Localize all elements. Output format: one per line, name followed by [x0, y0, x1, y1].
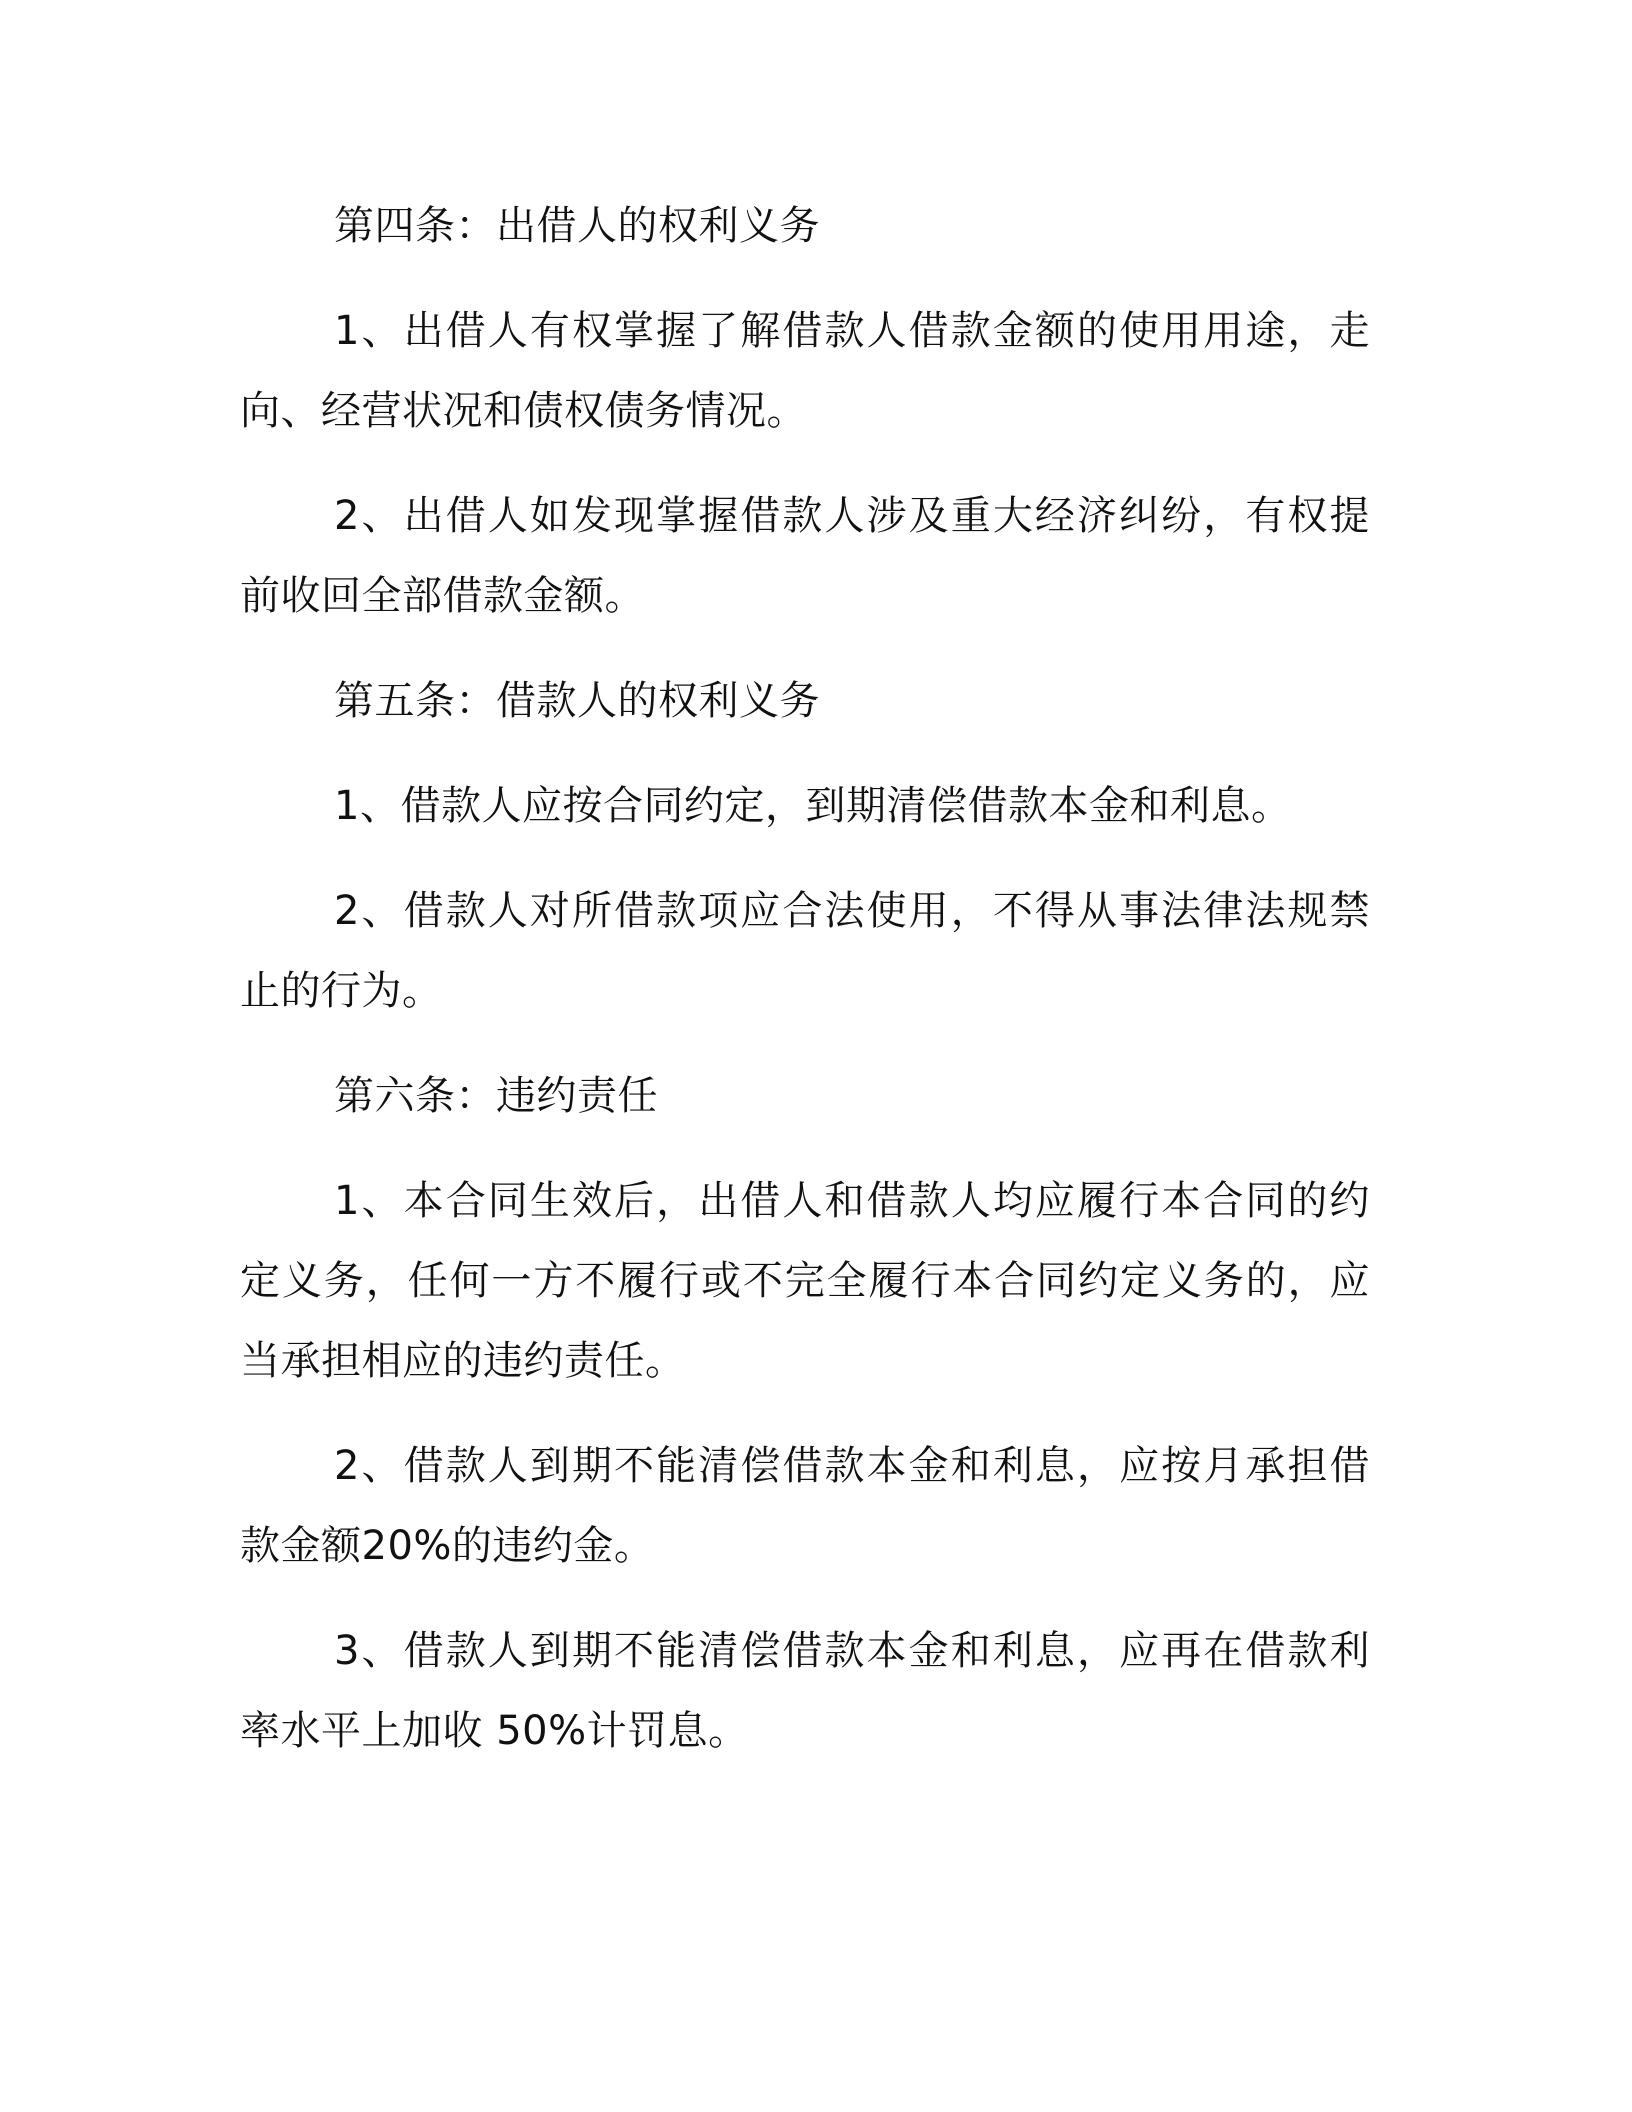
article-5-clause-1: 1、借款人应按合同约定，到期清偿借款本金和利息。	[334, 783, 1292, 829]
document-body	[240, 186, 1370, 1796]
article-6-clause-2: 2、借款人到期不能清偿借款本金和利息，应按月承担借款金额20%的违约金。	[240, 1443, 1370, 1569]
article-4-clause-2: 2、出借人如发现掌握借款人涉及重大经济纠纷，有权提前收回全部借款金额。	[240, 493, 1370, 619]
article-5-clause-2: 2、借款人对所借款项应合法使用，不得从事法律法规禁止的行为。	[240, 888, 1370, 1014]
article-6-clause-3: 3、借款人到期不能清偿借款本金和利息，应再在借款利率水平上加收 50%计罚息。	[240, 1628, 1370, 1754]
article-6-heading: 第六条：违约责任	[334, 1073, 658, 1119]
article-4-heading: 第四条：出借人的权利义务	[334, 203, 820, 249]
article-4-clause-1: 1、出借人有权掌握了解借款人借款金额的使用用途，走向、经营状况和债权债务情况。	[240, 308, 1370, 434]
article-5-heading: 第五条：借款人的权利义务	[334, 678, 820, 724]
article-6-clause-1: 1、本合同生效后，出借人和借款人均应履行本合同的约定义务，任何一方不履行或不完全履行本合同约定义务的，应当承担相应的违约责任。	[240, 1178, 1370, 1384]
